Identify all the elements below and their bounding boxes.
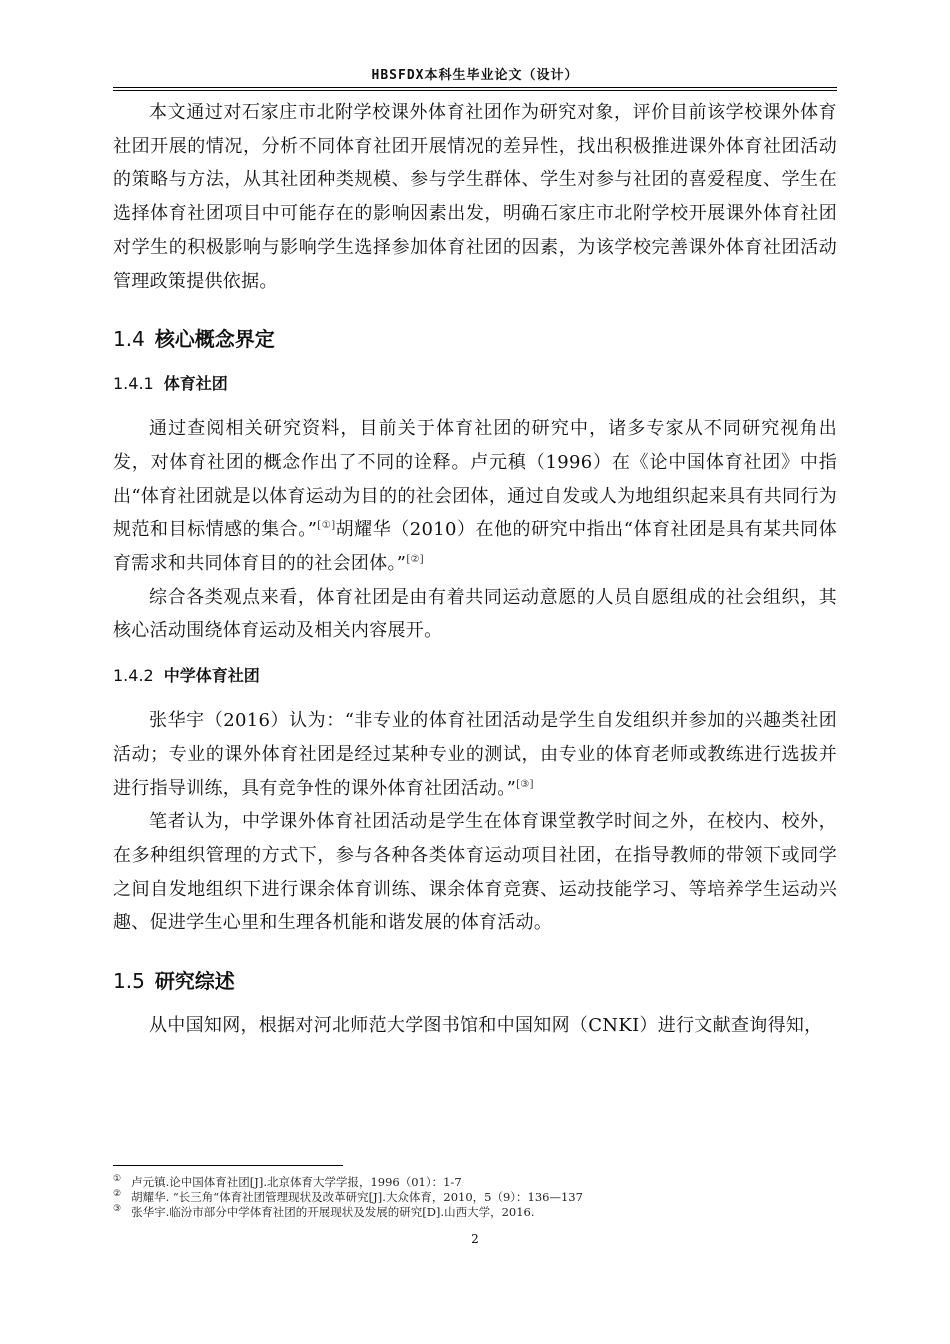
subsection-number: 1.4.2 <box>113 666 154 686</box>
citation-ref-2[interactable]: [②] <box>406 554 424 566</box>
footnote-divider <box>113 1165 343 1166</box>
body-content <box>113 96 837 1043</box>
subsection-heading-1-4-1 <box>113 367 837 401</box>
subsection-number: 1.4.1 <box>113 374 154 394</box>
section-heading-1-5 <box>113 964 837 998</box>
paragraph-text: 胡耀华（2010）在他的研究中指出“体育社团是具有某共同体育需求和共同体育目的的社会团体。” <box>113 519 837 575</box>
paragraph-sports-club-summary: 综合各类观点来看，体育社团是由有着共同运动意愿的人员自愿组成的社会组织，其核心活动围绕体育运动及相关内容展开。 <box>113 586 837 642</box>
footnotes <box>113 1175 853 1220</box>
paragraph-text: 张华宇（2016）认为：“非专业的体育社团活动是学生自发组织并参加的兴趣类社团活动；专业的课外体育社团是经过某种专业的测试，由专业的体育老师或教练进行选拔并进行指导训练，具有竞争性的课外体育社团活动。” <box>113 710 837 799</box>
footnote-item <box>113 1205 853 1220</box>
paragraph-sports-club-definition <box>113 412 837 581</box>
running-header: HBSFDX本科生毕业论文（设计） <box>113 64 837 88</box>
paragraph-text: 通过查阅相关研究资料，目前关于体育社团的研究中，诸多专家从不同研究视角出发，对体育社团的概念作出了不同的诠释。卢元稹（1996）在《论中国体育社团》中指出“体育社团就是以体育运动为目的的社会团体，通过自发或人为地组织起来具有共同行为规范和目标情感的集合。” <box>113 418 837 541</box>
page-number: 2 <box>471 1232 479 1246</box>
section-heading-1-4 <box>113 322 837 356</box>
footnote-text: 胡耀华. “长三角“体育社团管理现状及改革研究[J].大众体育，2010，5（9）：136—137 <box>131 1190 583 1204</box>
section-title: 核心概念界定 <box>154 327 275 352</box>
section-number: 1.4 <box>113 327 145 352</box>
section-title: 研究综述 <box>154 969 235 994</box>
footnote-mark: ③ <box>113 1204 122 1215</box>
footnote-mark: ② <box>113 1189 122 1200</box>
paragraph-author-view: 笔者认为，中学课外体育社团活动是学生在体育课堂教学时间之外，在校内、校外，在多种组织管理的方式下，参与各种各类体育运动项目社团，在指导教师的带领下或同学之间自发地组织下进行课余体育训练、课余体育竞赛、运动技能学习、等培养学生运动兴趣、促进学生心里和生理各机能和谐发展的体育活动。 <box>113 811 837 934</box>
intro-paragraph: 本文通过对石家庄市北附学校课外体育社团作为研究对象，评价目前该学校课外体育社团开展的情况，分析不同体育社团开展情况的差异性，找出积极推进课外体育社团活动的策略与方法，从其社团种类规模、参与学生群体、学生对参与社团的喜爱程度、学生在选择体育社团项目中可能存在的影响因素出发，明确石家庄市北附学校开展课外体育社团对学生的积极影响与影响学生选择参加体育社团的因素，为该学校完善课外体育社团活动管理政策提供依据。 <box>113 102 837 292</box>
footnote-item <box>113 1190 853 1205</box>
footnote-text: 张华宇.临汾市部分中学体育社团的开展现状及发展的研究[D].山西大学，2016. <box>131 1205 535 1219</box>
footnote-item <box>113 1175 853 1190</box>
subsection-title: 体育社团 <box>163 374 228 394</box>
citation-ref-3[interactable]: [③] <box>516 778 534 790</box>
paragraph-research-review: 从中国知网，根据对河北师范大学图书馆和中国知网（CNKI）进行文献查询得知， <box>149 1015 823 1037</box>
citation-ref-1[interactable]: [①] <box>317 520 336 532</box>
paragraph-middle-school-club <box>113 704 837 805</box>
subsection-title: 中学体育社团 <box>163 666 260 686</box>
footnote-mark: ① <box>113 1174 122 1185</box>
section-number: 1.5 <box>113 969 145 994</box>
footnote-text: 卢元镇.论中国体育社团[J].北京体育大学学报，1996（01）：1-7 <box>131 1175 462 1189</box>
subsection-heading-1-4-2 <box>113 659 837 693</box>
